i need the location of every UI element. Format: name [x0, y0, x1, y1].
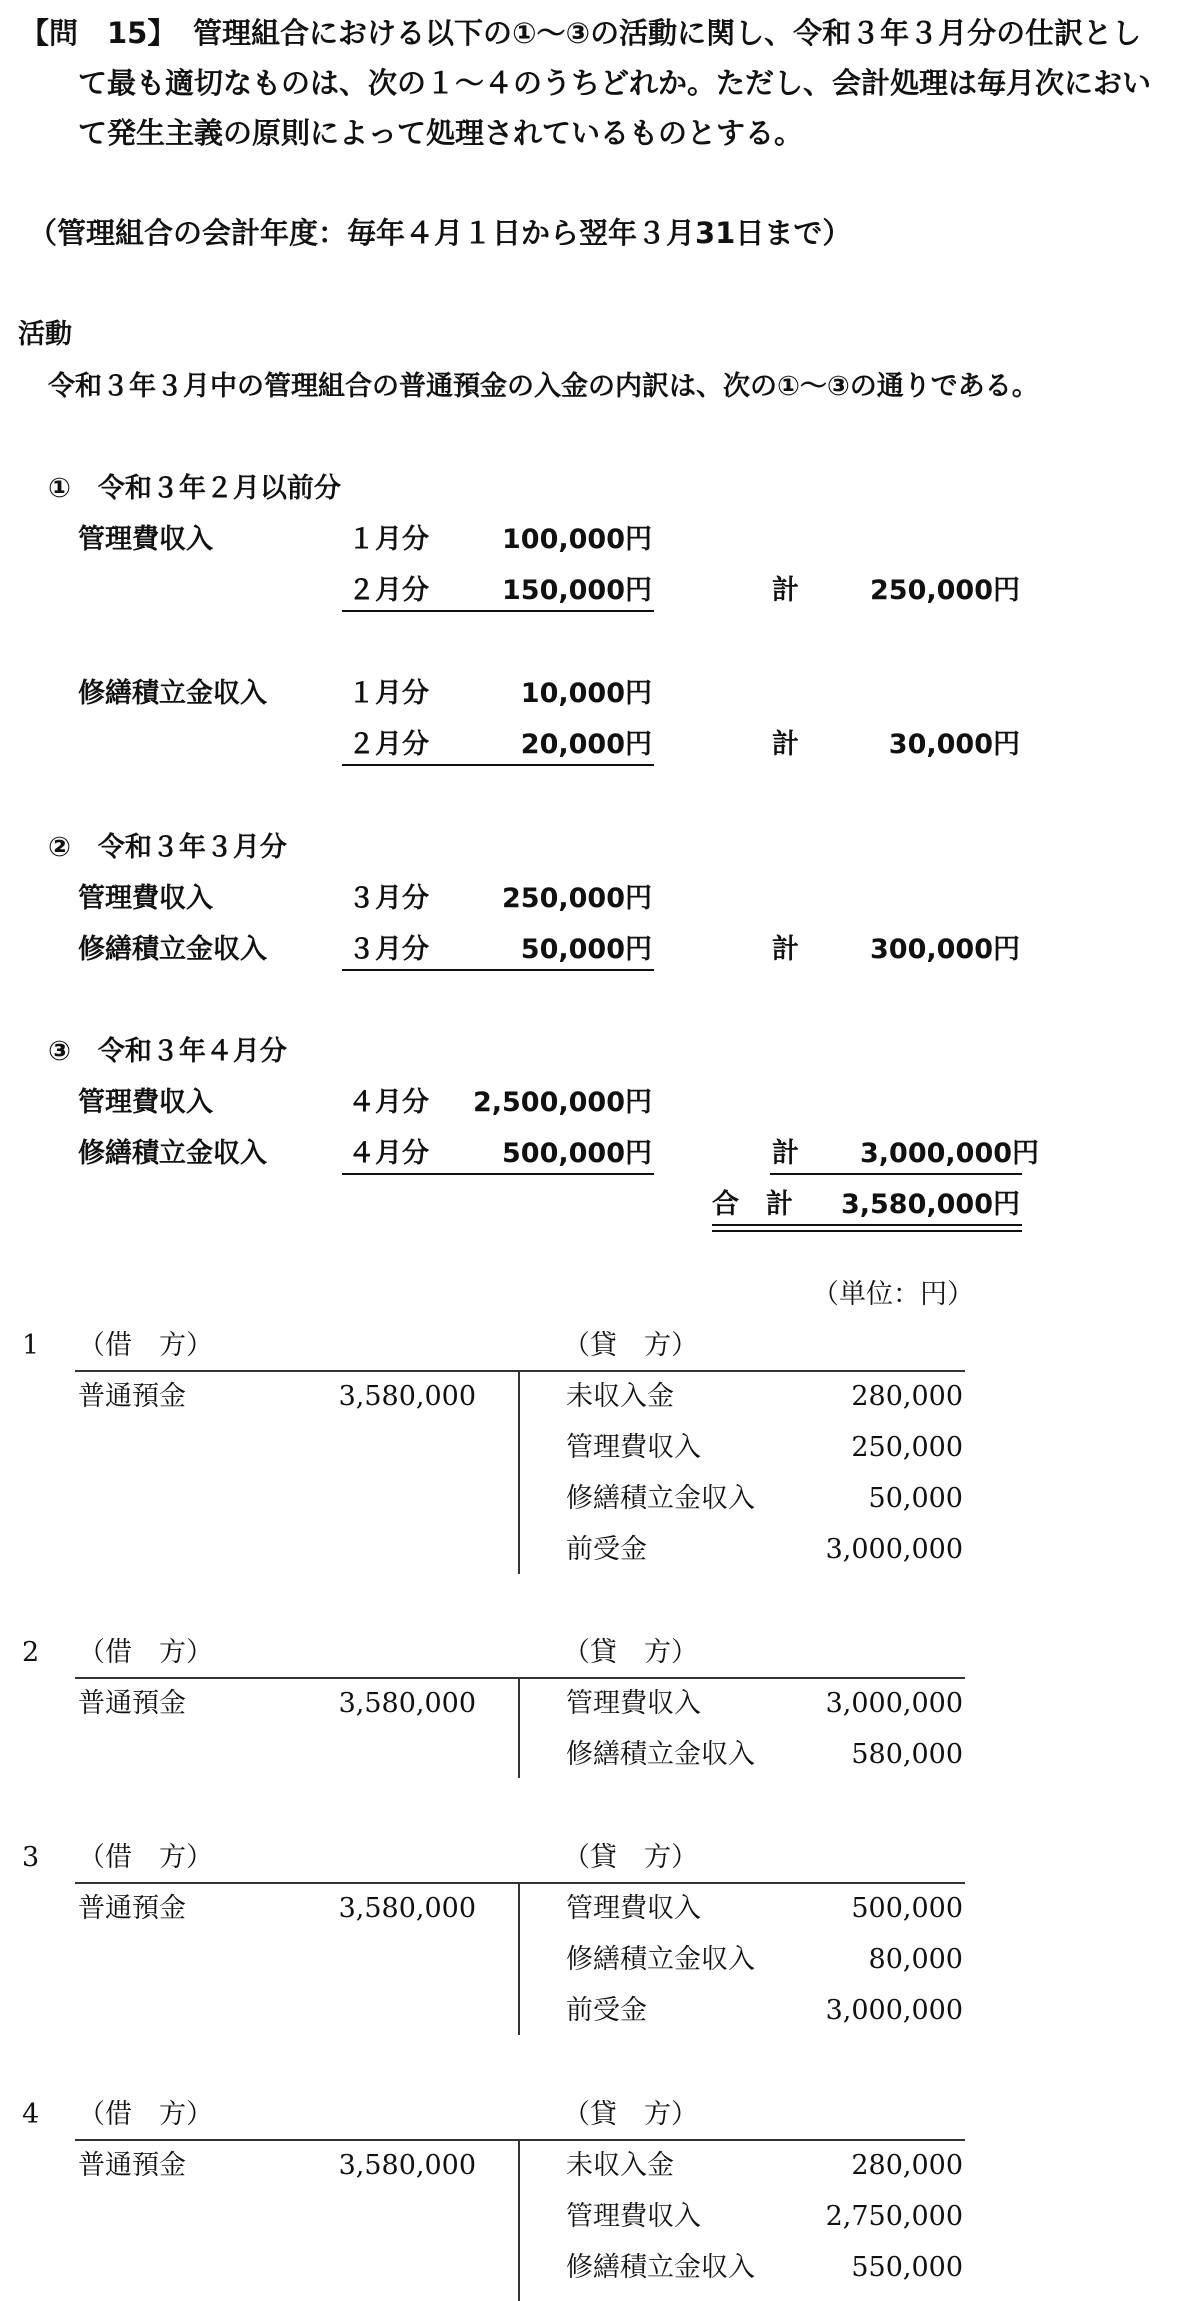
- choice-number: 4: [22, 2099, 40, 2130]
- credit-amount: 3,000,000: [825, 1995, 963, 2026]
- underline: [770, 1173, 1022, 1175]
- credit-amount: 3,000,000: [825, 1688, 963, 1719]
- underline: [342, 610, 654, 612]
- underline: [342, 764, 654, 766]
- double-underline-bottom: [712, 1230, 1022, 1232]
- center-rule: [518, 2140, 520, 2301]
- credit-account: 管理費収入: [566, 1893, 701, 1924]
- debit-header: （借 方）: [78, 1842, 213, 1873]
- credit-account: 未収入金: [566, 1381, 674, 1412]
- debit-amount: 3,580,000: [338, 1688, 476, 1719]
- credit-account: 管理費収入: [566, 2201, 701, 2232]
- credit-account: 前受金: [566, 1995, 647, 2026]
- row-total-label: 計: [772, 575, 799, 606]
- row-total-label: 計: [772, 729, 799, 760]
- header-rule: [75, 1370, 965, 1372]
- row-amount: 100,000円: [502, 524, 652, 555]
- unit-note: （単位：円）: [812, 1279, 974, 1310]
- row-amount: 150,000円: [502, 575, 652, 606]
- row-month: １月分: [348, 524, 429, 555]
- row-total-label: 計: [772, 934, 799, 965]
- debit-account: 普通預金: [78, 2150, 186, 2181]
- credit-account: 修繕積立金収入: [566, 2252, 755, 2283]
- group-title: ① 令和３年２月以前分: [48, 473, 341, 504]
- debit-account: 普通預金: [78, 1688, 186, 1719]
- credit-amount: 3,000,000: [825, 1534, 963, 1565]
- row-label: 修繕積立金収入: [78, 678, 267, 709]
- credit-amount: 500,000: [851, 1893, 963, 1924]
- row-total: 3,000,000円: [860, 1138, 1040, 1169]
- credit-amount: 50,000: [868, 1483, 963, 1514]
- choice-number: 3: [22, 1842, 40, 1873]
- credit-account: 管理費収入: [566, 1688, 701, 1719]
- row-total: 250,000円: [870, 575, 1020, 606]
- activities-heading: 活動: [18, 319, 72, 350]
- row-amount: 10,000円: [520, 678, 652, 709]
- grand-total: 3,580,000円: [840, 1189, 1020, 1220]
- credit-header: （貸 方）: [563, 1842, 698, 1873]
- row-month: ３月分: [348, 934, 429, 965]
- fiscal-year-note: （管理組合の会計年度：毎年４月１日から翌年３月31日まで）: [28, 216, 852, 250]
- row-amount: 50,000円: [520, 934, 652, 965]
- debit-account: 普通預金: [78, 1381, 186, 1412]
- credit-header: （貸 方）: [563, 1637, 698, 1668]
- row-label: 管理費収入: [78, 1087, 213, 1118]
- center-rule: [518, 1678, 520, 1778]
- row-amount: 20,000円: [520, 729, 652, 760]
- credit-amount: 280,000: [851, 1381, 963, 1412]
- row-month: ３月分: [348, 883, 429, 914]
- center-rule: [518, 1371, 520, 1574]
- credit-account: 未収入金: [566, 2150, 674, 2181]
- row-label: 管理費収入: [78, 883, 213, 914]
- debit-amount: 3,580,000: [338, 1381, 476, 1412]
- grand-total-label: 合 計: [712, 1189, 793, 1220]
- row-month: ４月分: [348, 1087, 429, 1118]
- credit-amount: 2,750,000: [825, 2201, 963, 2232]
- center-rule: [518, 1883, 520, 2035]
- row-label: 管理費収入: [78, 524, 213, 555]
- credit-amount: 80,000: [868, 1944, 963, 1975]
- debit-header: （借 方）: [78, 1637, 213, 1668]
- row-amount: 250,000円: [502, 883, 652, 914]
- double-underline-top: [712, 1224, 1022, 1226]
- row-amount: 2,500,000円: [472, 1087, 652, 1118]
- row-total: 30,000円: [888, 729, 1020, 760]
- credit-header: （貸 方）: [563, 2099, 698, 2130]
- row-label: 修繕積立金収入: [78, 934, 267, 965]
- row-month: ４月分: [348, 1138, 429, 1169]
- header-rule: [75, 2139, 965, 2141]
- debit-header: （借 方）: [78, 2099, 213, 2130]
- debit-amount: 3,580,000: [338, 2150, 476, 2181]
- row-month: ２月分: [348, 575, 429, 606]
- credit-account: 管理費収入: [566, 1432, 701, 1463]
- credit-header: （貸 方）: [563, 1330, 698, 1361]
- activities-intro: 令和３年３月中の管理組合の普通預金の入金の内訳は、次の①～③の通りである。: [48, 371, 1039, 402]
- row-total: 300,000円: [870, 934, 1020, 965]
- question-line-1: 管理組合における以下の①～③の活動に関し、令和３年３月分の仕訳とし: [193, 16, 1142, 50]
- choice-number: 2: [22, 1637, 40, 1668]
- question-number: 【問 15】: [20, 16, 177, 50]
- group-title: ② 令和３年３月分: [48, 832, 287, 863]
- credit-account: 修繕積立金収入: [566, 1483, 755, 1514]
- header-rule: [75, 1677, 965, 1679]
- debit-account: 普通預金: [78, 1893, 186, 1924]
- credit-account: 修繕積立金収入: [566, 1944, 755, 1975]
- underline: [342, 1173, 654, 1175]
- row-label: 修繕積立金収入: [78, 1138, 267, 1169]
- header-rule: [75, 1882, 965, 1884]
- underline: [342, 969, 654, 971]
- row-amount: 500,000円: [502, 1138, 652, 1169]
- credit-amount: 280,000: [851, 2150, 963, 2181]
- group-title: ③ 令和３年４月分: [48, 1036, 287, 1067]
- row-month: ２月分: [348, 729, 429, 760]
- debit-amount: 3,580,000: [338, 1893, 476, 1924]
- credit-amount: 250,000: [851, 1432, 963, 1463]
- question-line-2: て最も適切なものは、次の１～４のうちどれか。ただし、会計処理は毎月次におい: [78, 66, 1152, 100]
- question-line-3: て発生主義の原則によって処理されているものとする。: [78, 116, 804, 150]
- row-total-label: 計: [772, 1138, 799, 1169]
- row-month: １月分: [348, 678, 429, 709]
- credit-amount: 580,000: [851, 1739, 963, 1770]
- credit-account: 前受金: [566, 1534, 647, 1565]
- choice-number: 1: [22, 1330, 40, 1361]
- debit-header: （借 方）: [78, 1330, 213, 1361]
- credit-account: 修繕積立金収入: [566, 1739, 755, 1770]
- credit-amount: 550,000: [851, 2252, 963, 2283]
